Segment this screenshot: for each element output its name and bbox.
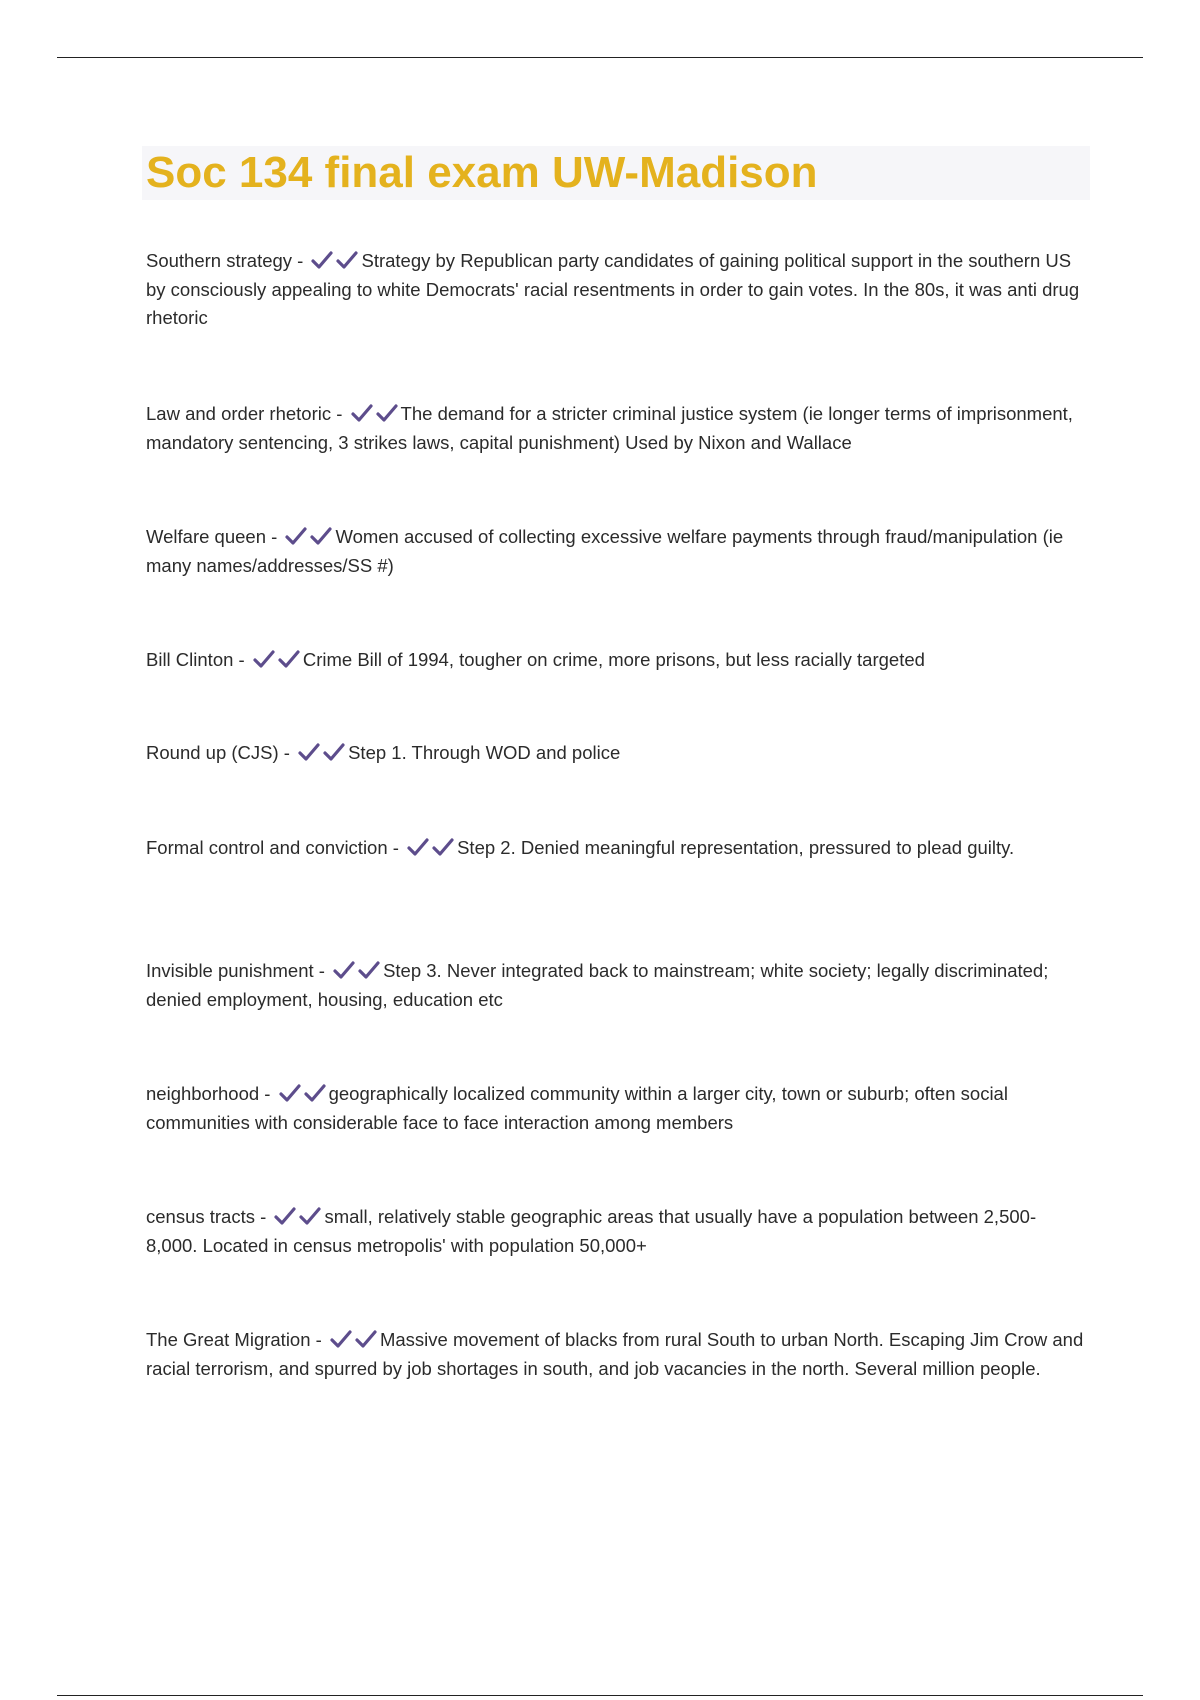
- check-icon: [278, 649, 300, 669]
- entry-definition: Crime Bill of 1994, tougher on crime, more prisons, but less racially targeted: [302, 649, 925, 670]
- entry-definition: Women accused of collecting excessive welfare payments through fraud/manipulation (ie many names/addresses/SS #): [146, 526, 1064, 576]
- entry-term: Formal control and conviction -: [146, 837, 399, 858]
- top-rule: [57, 57, 1143, 58]
- check-icon: [323, 742, 345, 762]
- check-icon: [279, 1083, 301, 1103]
- entry-term: The Great Migration -: [146, 1329, 322, 1350]
- entry-formal-control: [146, 834, 1086, 863]
- check-icon: [355, 1329, 377, 1349]
- check-icon: [274, 1206, 296, 1226]
- check-icon: [298, 742, 320, 762]
- entry-bill-clinton: [146, 646, 1086, 675]
- check-icon: [432, 837, 454, 857]
- check-icon: [304, 1083, 326, 1103]
- entry-welfare-queen: [146, 523, 1086, 580]
- check-icon: [336, 250, 358, 270]
- bottom-rule: [57, 1695, 1143, 1696]
- entry-term: neighborhood -: [146, 1083, 271, 1104]
- entry-term: Bill Clinton -: [146, 649, 245, 670]
- entry-term: Round up (CJS) -: [146, 742, 290, 763]
- check-icon: [330, 1329, 352, 1349]
- check-icon: [311, 250, 333, 270]
- check-icon: [299, 1206, 321, 1226]
- entry-great-migration: [146, 1326, 1086, 1383]
- entry-definition: Step 2. Denied meaningful representation, pressured to plead guilty.: [457, 837, 1015, 858]
- check-icon: [407, 837, 429, 857]
- check-icon: [351, 403, 373, 423]
- entry-invisible-punishment: [146, 957, 1086, 1014]
- entry-round-up: [146, 739, 1086, 768]
- entry-term: Welfare queen -: [146, 526, 278, 547]
- check-icon: [253, 649, 275, 669]
- entry-definition: small, relatively stable geographic areas that usually have a population between 2,500-8,000. Located in census metropolis' with population 50,000+: [146, 1206, 1037, 1256]
- entry-definition: Strategy by Republican party candidates of gaining political support in the southern US by consciously appealing to white Democrats' racial resentments in order to gain votes. In the 80s, it was anti drug rhetoric: [146, 250, 1080, 328]
- entry-law-and-order: [146, 400, 1086, 457]
- check-icon: [333, 960, 355, 980]
- entry-southern-strategy: [146, 247, 1086, 333]
- entry-neighborhood: [146, 1080, 1086, 1137]
- entry-definition: Massive movement of blacks from rural South to urban North. Escaping Jim Crow and racial terrorism, and spurred by job shortages in south, and job vacancies in the north. Several million people.: [146, 1329, 1084, 1379]
- check-icon: [358, 960, 380, 980]
- entry-definition: Step 1. Through WOD and police: [348, 742, 621, 763]
- entry-term: Law and order rhetoric -: [146, 403, 343, 424]
- entry-definition: The demand for a stricter criminal justice system (ie longer terms of imprisonment, mandatory sentencing, 3 strikes laws, capital punishment) Used by Nixon and Wallace: [146, 403, 1073, 453]
- check-icon: [285, 526, 307, 546]
- check-icon: [376, 403, 398, 423]
- check-icon: [310, 526, 332, 546]
- entry-definition: Step 3. Never integrated back to mainstream; white society; legally discriminated; denied employment, housing, education etc: [146, 960, 1049, 1010]
- entry-term: Southern strategy -: [146, 250, 304, 271]
- document-title: Soc 134 final exam UW-Madison: [146, 148, 818, 197]
- entry-definition: geographically localized community within a larger city, town or suburb; often social communities with considerable face to face interaction among members: [146, 1083, 1008, 1133]
- entry-census-tracts: [146, 1203, 1086, 1260]
- entry-term: Invisible punishment -: [146, 960, 325, 981]
- entry-term: census tracts -: [146, 1206, 267, 1227]
